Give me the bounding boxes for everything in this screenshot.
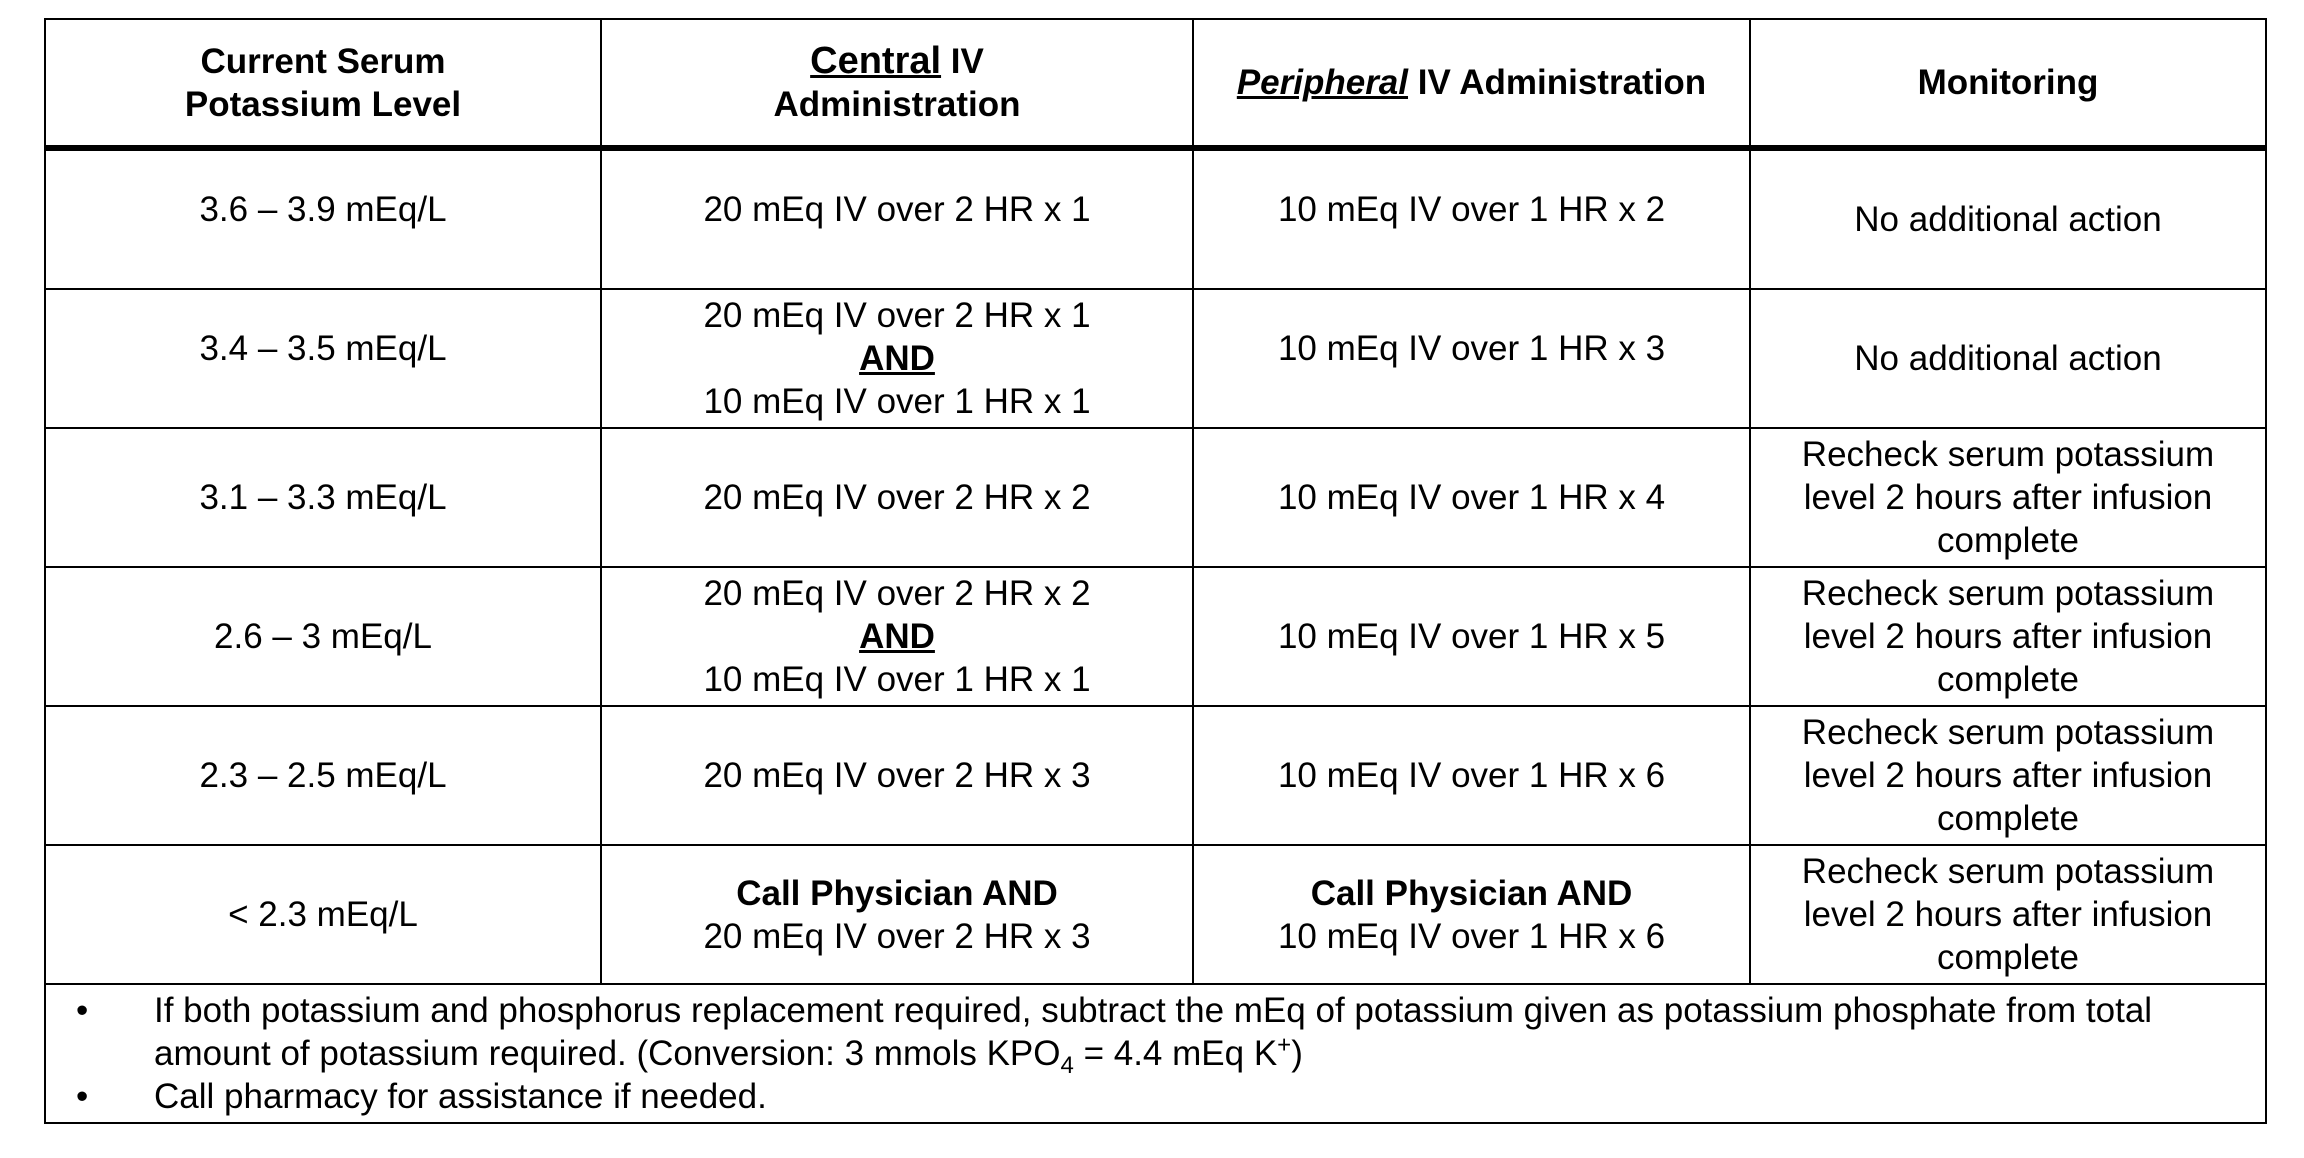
peripheral-cell: 10 mEq IV over 1 HR x 3: [1193, 289, 1750, 428]
list-item: • Call pharmacy for assistance if needed.: [76, 1077, 767, 1116]
monitoring-cell: Recheck serum potassium level 2 hours after infusion complete: [1750, 845, 2266, 984]
peripheral-cell: 10 mEq IV over 1 HR x 6: [1193, 706, 1750, 845]
monitoring-cell: Recheck serum potassium level 2 hours after infusion complete: [1750, 706, 2266, 845]
list-item: • If both potassium and phosphorus replacement required, subtract the mEq of potassium given as potassium phosphate from total amount of potassium required. (Conversion: 3 mmols $KPO_4 = 4.4$ mEq K+): [76, 991, 2153, 1079]
central-cell: 20 mEq IV over 2 HR x 1 AND 10 mEq IV over 1 HR x 1: [601, 289, 1193, 428]
central-cell: 20 mEq IV over 2 HR x 2 AND 10 mEq IV over 1 HR x 1: [601, 567, 1193, 706]
central-cell: 20 mEq IV over 2 HR x 1: [601, 148, 1193, 289]
peripheral-cell: 10 mEq IV over 1 HR x 2: [1193, 148, 1750, 289]
header-row: [45, 19, 2266, 148]
table-row: [45, 428, 2266, 567]
notes-list: [46, 989, 2265, 1118]
and-connector: AND: [859, 617, 935, 656]
serum-level-cell: 2.3 – 2.5 mEq/L: [45, 706, 601, 845]
table-row: [45, 706, 2266, 845]
header-monitoring: Monitoring: [1750, 19, 2266, 148]
potassium-replacement-table: [44, 18, 2267, 1124]
serum-level-cell: 3.1 – 3.3 mEq/L: [45, 428, 601, 567]
peripheral-cell: 10 mEq IV over 1 HR x 5: [1193, 567, 1750, 706]
monitoring-cell: No additional action: [1750, 148, 2266, 289]
table-row: [45, 148, 2266, 289]
notes-cell: [45, 984, 2266, 1123]
peripheral-cell: Call Physician AND 10 mEq IV over 1 HR x 6: [1193, 845, 1750, 984]
header-central-iv: Central IV Administration: [601, 19, 1193, 148]
table-row: [45, 845, 2266, 984]
table-row: [45, 289, 2266, 428]
serum-level-cell: 2.6 – 3 mEq/L: [45, 567, 601, 706]
table-row: [45, 567, 2266, 706]
peripheral-emphasis: Peripheral: [1236, 63, 1409, 102]
monitoring-cell: No additional action: [1750, 289, 2266, 428]
header-peripheral-iv: Peripheral IV Administration: [1193, 19, 1750, 148]
central-cell: 20 mEq IV over 2 HR x 3: [601, 706, 1193, 845]
peripheral-cell: 10 mEq IV over 1 HR x 4: [1193, 428, 1750, 567]
header-serum-level: Current Serum Potassium Level: [45, 19, 601, 148]
monitoring-cell: Recheck serum potassium level 2 hours after infusion complete: [1750, 567, 2266, 706]
serum-level-cell: < 2.3 mEq/L: [45, 845, 601, 984]
notes-row: [45, 984, 2266, 1123]
central-cell: 20 mEq IV over 2 HR x 2: [601, 428, 1193, 567]
and-connector: AND: [859, 339, 935, 378]
serum-level-cell: 3.4 – 3.5 mEq/L: [45, 289, 601, 428]
serum-level-cell: 3.6 – 3.9 mEq/L: [45, 148, 601, 289]
central-emphasis: Central: [810, 39, 942, 82]
bullet-icon: •: [76, 991, 89, 1030]
monitoring-cell: Recheck serum potassium level 2 hours after infusion complete: [1750, 428, 2266, 567]
bullet-icon: •: [76, 1077, 89, 1116]
central-cell: Call Physician AND 20 mEq IV over 2 HR x 3: [601, 845, 1193, 984]
